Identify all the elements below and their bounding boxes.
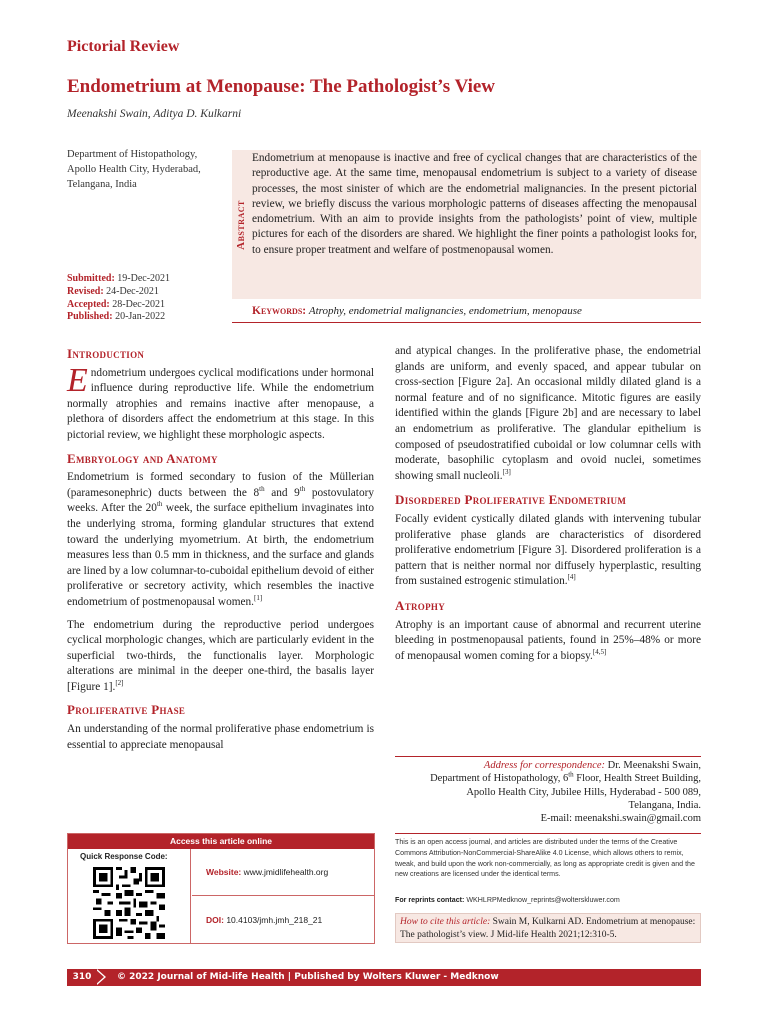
reprints-contact: For reprints contact: WKHLRPMedknow_reprints@wolterskluwer.com xyxy=(395,896,620,904)
website-link[interactable]: www.jmidlifehealth.org xyxy=(243,867,329,877)
citation-ref[interactable]: [4] xyxy=(567,573,576,582)
footer-arrow-inner-icon xyxy=(95,969,104,985)
article-dates xyxy=(67,273,170,324)
published-date: Published: 20-Jan-2022 xyxy=(67,311,166,323)
heading-introduction: Introduction xyxy=(67,346,145,361)
heading-embryology: Embryology and Anatomy xyxy=(67,450,218,466)
authors: Meenakshi Swain, Aditya D. Kulkarni xyxy=(67,108,242,120)
abstract-label: Abstract xyxy=(234,199,247,250)
doi-row: DOI: 10.4103/jmh.jmh_218_21 xyxy=(206,915,323,925)
license-text: This is an open access journal, and articles are distributed under the terms of the Creative Commons Attribution-NonCommercial-ShareAlike 4.0 License, which allows others to remix, tweak, and build upon the work non-commercially, as long as appropriate credit is given and the new creations are licensed under the identical terms. xyxy=(395,833,701,880)
page-number: 310 xyxy=(72,972,92,982)
accepted-date: Accepted: 28-Dec-2021 xyxy=(67,298,166,310)
page-footer xyxy=(67,969,701,986)
correspondence-label: Address for correspondence: xyxy=(483,760,606,771)
keywords: Keywords: Atrophy, endometrial malignancies, endometrium, menopause xyxy=(252,305,582,317)
keywords-divider xyxy=(232,322,701,323)
citation-ref[interactable]: [4,5] xyxy=(592,647,607,656)
access-online-box xyxy=(67,833,375,944)
heading-proliferative-phase: Proliferative Phase xyxy=(67,702,186,718)
intro-paragraph: Endometrium undergoes cyclical modifications under hormonal influence during reproductive life. While the endometrium normally atrophies and remains inactive after menopause, a plethora of disorders affect the endometrium at this stage. In this pictorial review, we highlight these morphologic aspects. xyxy=(67,361,374,441)
embryology-paragraph-1: Endometrium is formed secondary to fusion of the Müllerian (paramesonephric) ducts between the 8th and 9th postovulatory weeks. After the 20th week, the surface epithelium invaginates into the underlying stroma, forming glandular structures that extend toward the underlying myometrium. At birth, the endometrium measures less than 0.5 mm in thickness, and the surface and glands are lined by a low columnar-to-cuboidal epithelium devoid of either proliferative or secretory activity, which resembles the inactive endometrium of postmenopausal women.[1] xyxy=(67,471,375,608)
left-column xyxy=(67,343,374,760)
submitted-date: Submitted: 19-Dec-2021 xyxy=(67,273,171,284)
citation-ref[interactable]: [3] xyxy=(502,467,511,476)
heading-disordered: Disordered Proliferative Endometrium xyxy=(395,492,627,508)
embryology-paragraph-2: The endometrium during the reproductive period undergoes cyclical morphologic changes, which are particularly evident in the superficial two-thirds, the functionalis layer. Morphologic alterations are minimal in the deeper one-third, the basalis layer [Figure 1].[2] xyxy=(67,618,374,693)
correspondence: Address for correspondence: Dr. Meenakshi Swain, Department of Histopathology, 6th Floor, Health Street Building, Apollo Health City, Jubilee Hills, Hyderabad - 500 089, Telangana, India. E-mail: meenakshi.swain@gmail.com xyxy=(395,756,701,825)
website-row: Website: www.jmidlifehealth.org xyxy=(192,849,375,896)
citation-ref[interactable]: [2] xyxy=(115,679,124,688)
qr-cell xyxy=(68,849,191,943)
heading-atrophy: Atrophy xyxy=(395,597,445,613)
doi-link[interactable]: 10.4103/jmh.jmh_218_21 xyxy=(226,915,323,925)
proliferative-paragraph: An understanding of the normal proliferative phase endometrium is essential to appreciate menopausal xyxy=(67,723,374,751)
qr-code-icon[interactable] xyxy=(93,867,165,939)
abstract-text: Endometrium at menopause is inactive and free of cyclical changes that are characteristics of the reproductive age. At the same time, menopausal endometrium is subject to a variety of disease processes, the most sinister of which are the endometrial malignancies. In the present pictorial review, we briefly discuss the various morphologic patterns of diseases affecting the menopausal endometrium. With an aim to provide insights from the pathologists’ point of view, multiple pictures for each of the disorders are shared. We highlight the finer points a pathologist looks for, to ensure proper treatment and welfare of postmenopausal women. xyxy=(252,152,697,256)
access-header: Access this article online xyxy=(68,834,374,849)
qr-label: Quick Response Code: xyxy=(80,852,168,861)
affiliation: Department of Histopathology, Apollo Health City, Hyderabad, Telangana, India xyxy=(67,149,201,190)
how-to-cite: How to cite this article: Swain M, Kulkarni AD. Endometrium at menopause: The pathologist’s view. J Mid-life Health 2021;12:310-5. xyxy=(395,913,701,943)
reprints-email[interactable]: WKHLRPMedknow_reprints@wolterskluwer.com xyxy=(466,896,620,904)
proliferative-continued: and atypical changes. In the proliferative phase, the endometrial glands are uniform, and evenly spaced, and appear tubular on cross-section [Figure 2a]. An occasional mildly dilated gland is a normal feature and of no significance. Mitotic figures are easily identified within the glands [Figure 2b] and are necessary to label an endometrium as proliferative. The glandular epithelium is composed of pseudostratified cuboidal or low columnar cells with moderate, basophilic cytoplasm and ovoid nuclei, sometimes showing small nucleoli.[3] xyxy=(395,345,701,482)
abstract-box xyxy=(232,150,701,299)
right-column xyxy=(395,344,701,671)
section-label: Pictorial Review xyxy=(67,38,180,55)
atrophy-paragraph: Atrophy is an important cause of abnormal and recurrent uterine bleeding in postmenopausal patients, found in 25%–48% or more of menopausal women coming for a biopsy.[4,5] xyxy=(395,618,701,662)
revised-date: Revised: 24-Dec-2021 xyxy=(67,285,159,297)
correspondence-email[interactable]: E-mail: meenakshi.swain@gmail.com xyxy=(540,813,701,825)
citation-ref[interactable]: [1] xyxy=(254,594,263,603)
drop-cap: E xyxy=(67,361,88,399)
article-title: Endometrium at Menopause: The Pathologist’s View xyxy=(67,76,496,97)
disordered-paragraph: Focally evident cystically dilated glands with intervening tubular proliferative phase glands are characteristics of disordered proliferative endometrium [Figure 3]. Disordered proliferation is a pattern that is neither normal nor diffusely hyperplastic, resulting from sustained estrogenic stimulation.[4] xyxy=(395,512,701,588)
footer-text: © 2022 Journal of Mid-life Health | Published by Wolters Kluwer - Medknow xyxy=(117,972,499,982)
